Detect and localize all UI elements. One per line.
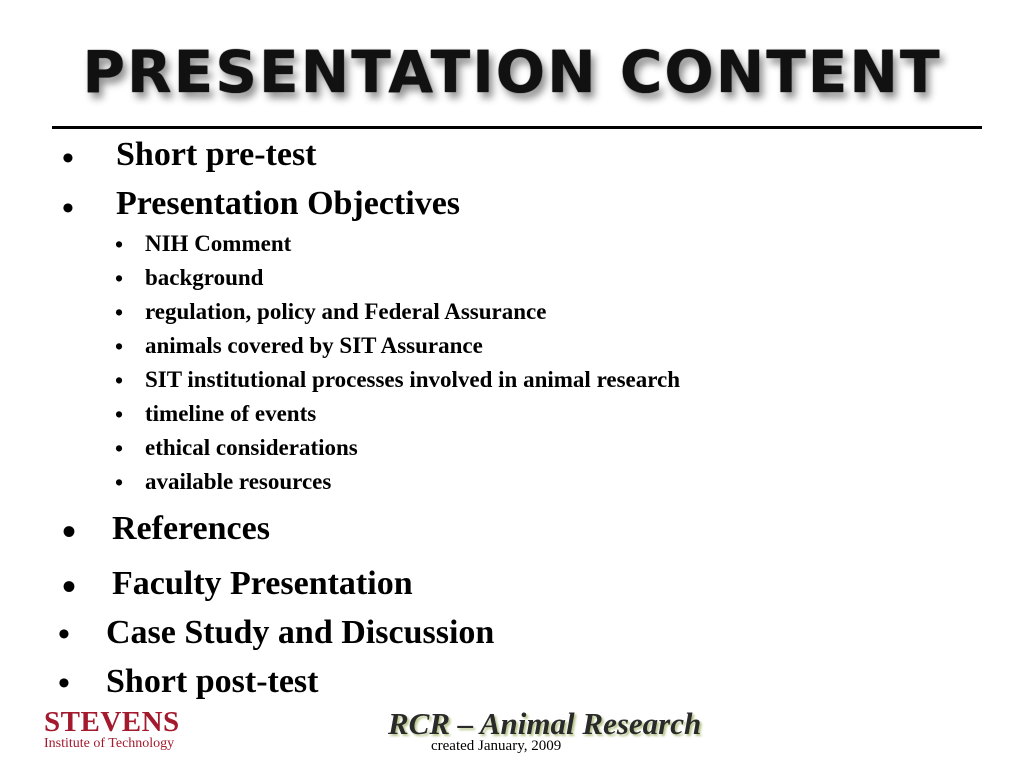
sub-list-item: NIH Comment bbox=[145, 231, 292, 256]
slide-title: PRESENTATION CONTENT bbox=[82, 38, 942, 106]
bullet-marker: • bbox=[58, 665, 70, 702]
bullet-marker: • bbox=[115, 436, 124, 461]
bullet-marker: • bbox=[62, 564, 77, 609]
logo-subtitle: Institute of Technology bbox=[44, 736, 175, 751]
list-item: Case Study and Discussion bbox=[106, 614, 495, 651]
bullet-marker: • bbox=[115, 232, 124, 257]
bullet-marker: • bbox=[58, 616, 70, 653]
bullet-marker: • bbox=[115, 402, 124, 427]
stevens-logo bbox=[44, 708, 180, 752]
bullet-marker: • bbox=[62, 509, 77, 554]
sub-list-item: available resources bbox=[145, 469, 332, 494]
sub-list-item: animals covered by SIT Assurance bbox=[145, 333, 483, 358]
course-title: RCR – Animal Research bbox=[388, 706, 702, 741]
bullet-marker: • bbox=[115, 470, 124, 495]
sub-list-item: ethical considerations bbox=[145, 435, 358, 460]
list-item: Short pre-test bbox=[116, 136, 317, 173]
bullet-marker: • bbox=[115, 334, 124, 359]
sub-list-item: SIT institutional processes involved in animal research bbox=[145, 367, 681, 392]
bullet-marker: • bbox=[62, 190, 74, 227]
list-item: Presentation Objectives bbox=[116, 185, 461, 222]
bullet-marker: • bbox=[62, 140, 74, 177]
created-date: created January, 2009 bbox=[431, 738, 562, 754]
sub-list-item: timeline of events bbox=[145, 401, 317, 426]
list-item: Short post-test bbox=[106, 663, 319, 700]
list-item: Faculty Presentation bbox=[112, 565, 413, 602]
bullet-marker: • bbox=[115, 266, 124, 291]
title-divider bbox=[52, 126, 982, 129]
bullet-marker: • bbox=[115, 368, 124, 393]
sub-list-item: background bbox=[145, 265, 264, 290]
list-item: References bbox=[112, 510, 270, 547]
logo-name: STEVENS bbox=[44, 706, 180, 738]
sub-list-item: regulation, policy and Federal Assurance bbox=[145, 299, 547, 324]
bullet-marker: • bbox=[115, 300, 124, 325]
